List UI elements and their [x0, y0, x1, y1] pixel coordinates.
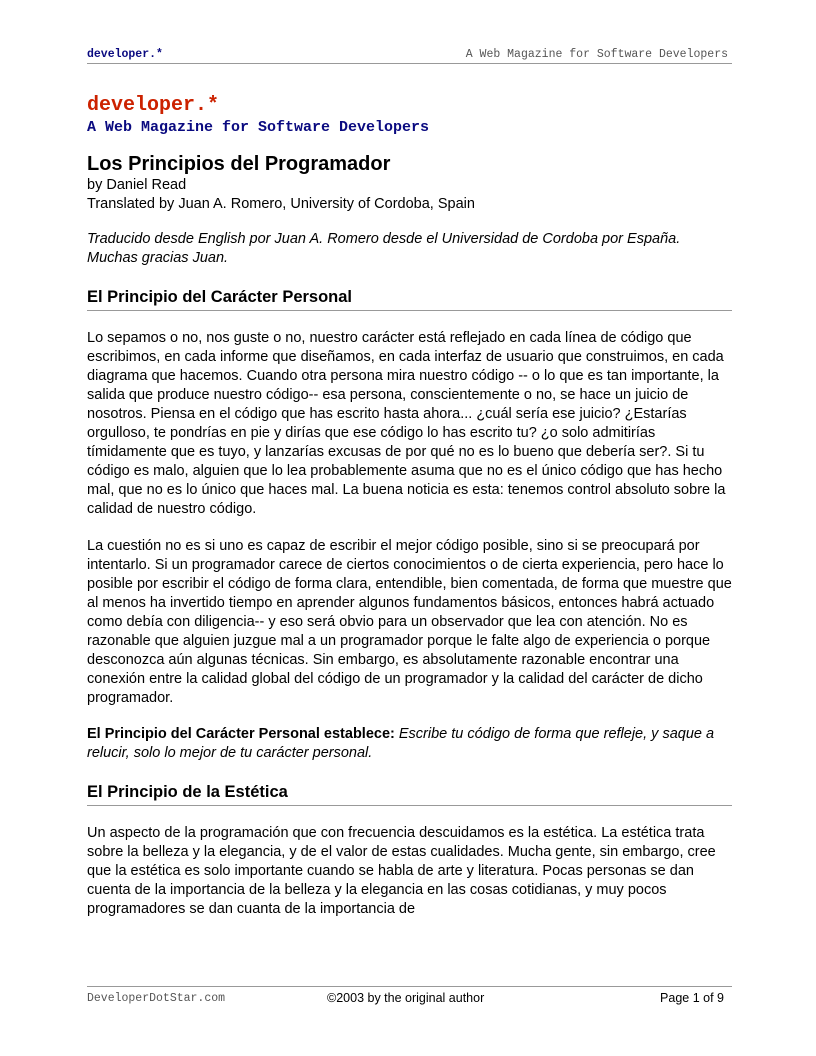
paragraph: La cuestión no es si uno es capaz de escribir el mejor código posible, sino si se preocupará por intentarlo. Si un programador carece de ciertos conocimientos o de cierta experiencia, pero hace lo posible por escribir el código de forma clara, entendible, bien comentada, de forma que muestre que al menos ha invertido tiempo en aprender algunos fundamentos básicos, entonces habrá actuado como debía con diligencia-- y eso será obvio para un observador que lea con atención. No es razonable que alguien juzgue mal a un programador porque le falte algo de experiencia o porque desconozca aún algunas técnicas. Sin embargo, es absolutamente razonable encontrar una conexión entre la calidad global del código de un programador y la calidad del carácter de dicho programador.	[87, 538, 732, 706]
footer-site: DeveloperDotStar.com	[87, 992, 226, 1005]
article-translator: Translated by Juan A. Romero, University of Cordoba, Spain	[87, 196, 475, 212]
paragraph: Un aspecto de la programación que con frecuencia descuidamos es la estética. La estética trata sobre la belleza y la elegancia, y de el valor de estas cualidades. Mucha gente, sin embargo, cree que la estética es solo importante cuando se habla de arte y literatura. Pocas personas se dan cuenta de la importancia de la belleza y la elegancia en las cosas cotidianas, y muy pocos programadores se dan cuanta de la importancia de	[87, 825, 716, 917]
header-divider	[87, 63, 732, 64]
magazine-title: developer.*	[87, 94, 220, 117]
article-title: Los Principios del Programador	[87, 153, 391, 175]
paragraph: Lo sepamos o no, nos guste o no, nuestro carácter está reflejado en cada línea de código que escribimos, en cada informe que diseñamos, en cada interfaz de usuario que construimos, en cada diagrama que hacemos. Cuando otra persona mira nuestro código -- o lo que es tan importante, la salida que produce nuestro código-- esa persona, conscientemente o no, se hace un juicio de nosotros. Piensa en el código que has escrito hasta ahora... ¿cuál sería ese juicio? ¿Estarías orgulloso, te pondrías en pie y dirías que ese código lo has escrito tu? ¿o solo admitirías tímidamente que es tuyo, y lanzarías excusas de por qué no es lo bueno que debería ser?. Si tu código es malo, alguien que lo lea probablemente asuma que no es el único código que has hecho mal, que no es lo único que haces mal. La buena noticia es esta: tenemos control absoluto sobre la calidad de nuestro código.	[87, 330, 726, 517]
principle-text: Escribe tu código de forma que refleje, y saque a relucir, solo lo mejor de tu carácter personal.	[87, 726, 715, 761]
page-content	[87, 94, 732, 919]
running-header-brand: developer.*	[87, 48, 163, 61]
running-header-tagline: A Web Magazine for Software Developers	[465, 48, 728, 61]
principle-label: El Principio del Carácter Personal establece:	[87, 726, 395, 742]
footer-divider	[87, 986, 732, 987]
footer-page-number: Page 1 of 9	[660, 991, 724, 1005]
section-heading-personal-character: El Principio del Carácter Personal	[87, 287, 732, 311]
magazine-subtitle: A Web Magazine for Software Developers	[87, 119, 430, 136]
section-heading-aesthetics: El Principio de la Estética	[87, 782, 732, 806]
article-author: by Daniel Read	[87, 177, 187, 193]
principle-statement	[87, 725, 732, 763]
footer-copyright: ©2003 by the original author	[327, 991, 485, 1005]
translation-note: Traducido desde English por Juan A. Romero desde el Universidad de Cordoba por España. Muchas gracias Juan.	[87, 231, 681, 266]
